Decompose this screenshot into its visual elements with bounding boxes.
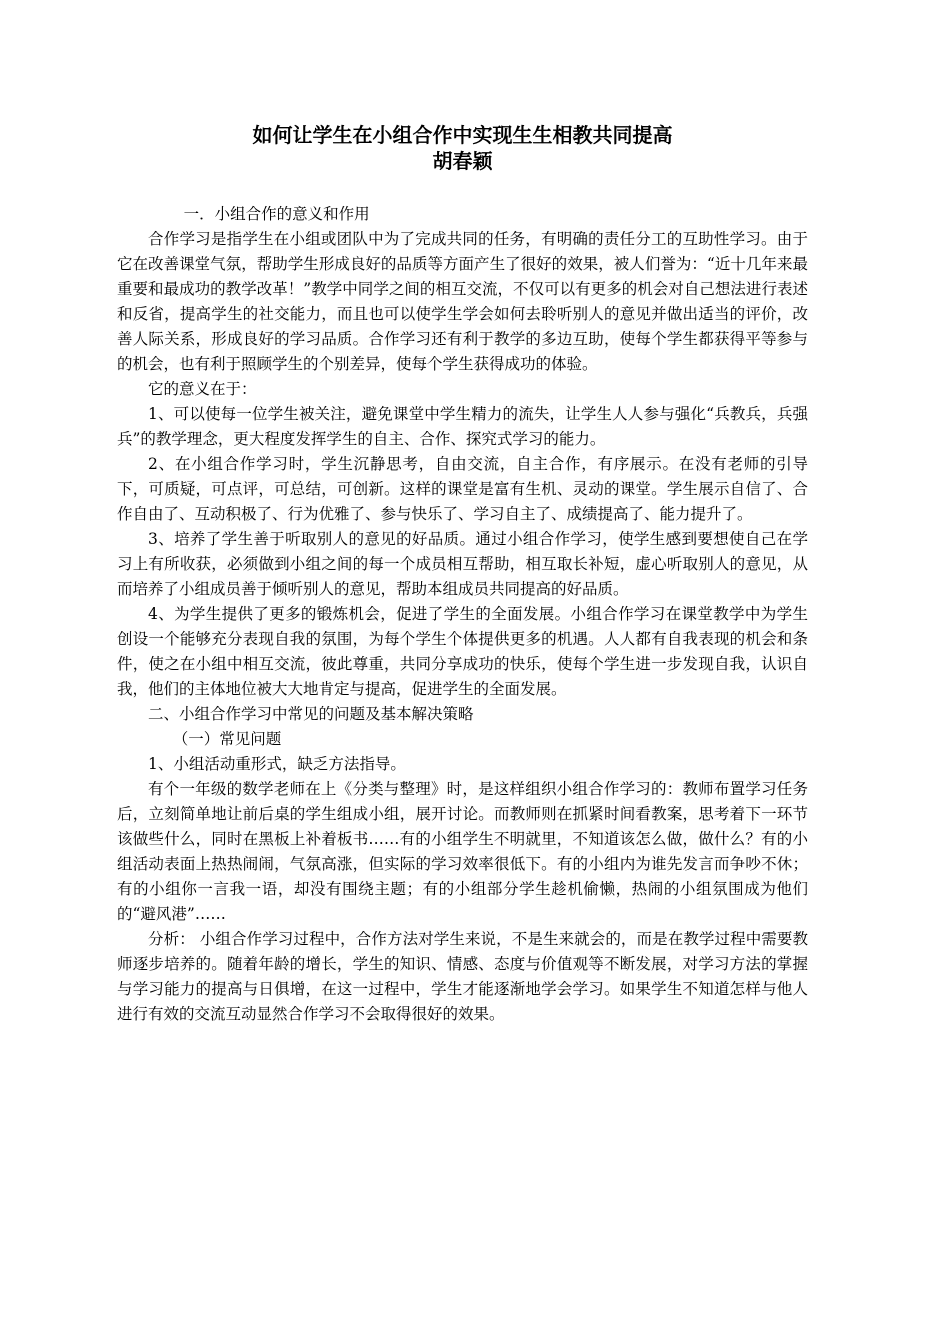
document-title: 如何让学生在小组合作中实现生生相教共同提高 (252, 123, 673, 147)
section-heading-1: 一．小组合作的意义和作用 (183, 205, 370, 223)
list-item: 2、在小组合作学习时，学生沉静思考，自由交流，自主合作，有序展示。在没有老师的引导下，可质疑，可点评，可总结，可创新。这样的课堂是富有生机、灵动的课堂。学生展示自信了、合作自由了、互动积极了、行为优雅了、参与快乐了、学习自主了、成绩提高了、能力提升了。 (117, 455, 808, 523)
paragraph: 分析： 小组合作学习过程中，合作方法对学生来说，不是生来就会的，而是在教学过程中需要教师逐步培养的。随着年龄的增长，学生的知识、情感、态度与价值观等不断发展，对学习方法的掌握与学习能力的提高与日俱增，在这一过程中，学生才能逐渐地学会学习。如果学生不知道怎样与他人进行有效的交流互动显然合作学习不会取得很好的效果。 (117, 930, 808, 1023)
section-heading-2: 二、小组合作学习中常见的问题及基本解决策略 (148, 705, 474, 723)
list-item: 1、小组活动重形式，缺乏方法指导。 (148, 755, 406, 773)
list-item: 1、可以使每一位学生被关注，避免课堂中学生精力的流失，让学生人人参与强化“兵教兵，兵强兵”的教学理念，更大程度发挥学生的自主、合作、探究式学习的能力。 (117, 405, 808, 448)
list-item: 3、培养了学生善于听取别人的意见的好品质。通过小组合作学习，使学生感到要想使自己在学习上有所收获，必须做到小组之间的每一个成员相互帮助，相互取长补短，虚心听取别人的意见，从而培养了小组成员善于倾听别人的意见，帮助本组成员共同提高的好品质。 (117, 530, 808, 598)
list-item: 4、为学生提供了更多的锻炼机会，促进了学生的全面发展。小组合作学习在课堂教学中为学生创设一个能够充分表现自我的氛围，为每个学生个体提供更多的机遇。人人都有自我表现的机会和条件，使之在小组中相互交流，彼此尊重，共同分享成功的快乐，使每个学生进一步发现自我，认识自我，他们的主体地位被大大地肯定与提高，促进学生的全面发展。 (117, 605, 808, 698)
paragraph: 有个一年级的数学老师在上《分类与整理》时，是这样组织小组合作学习的：教师布置学习任务后，立刻简单地让前后桌的学生组成小组，展开讨论。而教师则在抓紧时间看教案，思考着下一环节该做些什么，同时在黑板上补着板书……有的小组学生不明就里，不知道该怎么做，做什么？有的小组活动表面上热热闹闹，气氛高涨，但实际的学习效率很低下。有的小组内为谁先发言而争吵不休；有的小组你一言我一语，却没有围绕主题；有的小组部分学生趁机偷懒，热闹的小组氛围成为他们的“避风港”…… (117, 780, 808, 923)
paragraph: 它的意义在于： (148, 380, 257, 398)
subsection-heading: （一）常见问题 (172, 730, 282, 748)
document-author: 胡春颖 (432, 149, 493, 173)
paragraph: 合作学习是指学生在小组或团队中为了完成共同的任务，有明确的责任分工的互助性学习。由于它在改善课堂气氛，帮助学生形成良好的品质等方面产生了很好的效果，被人们誉为：“近十几年来最重要和最成功的教学改革！”教学中同学之间的相互交流，不仅可以有更多的机会对自己想法进行表述和反省，提高学生的社交能力，而且也可以使学生学会如何去聆听别人的意见并做出适当的评价，改善人际关系，形成良好的学习品质。合作学习还有利于教学的多边互助，使每个学生都获得平等参与的机会，也有利于照顾学生的个别差异，使每个学生获得成功的体验。 (117, 230, 808, 373)
document-page (117, 122, 808, 1027)
